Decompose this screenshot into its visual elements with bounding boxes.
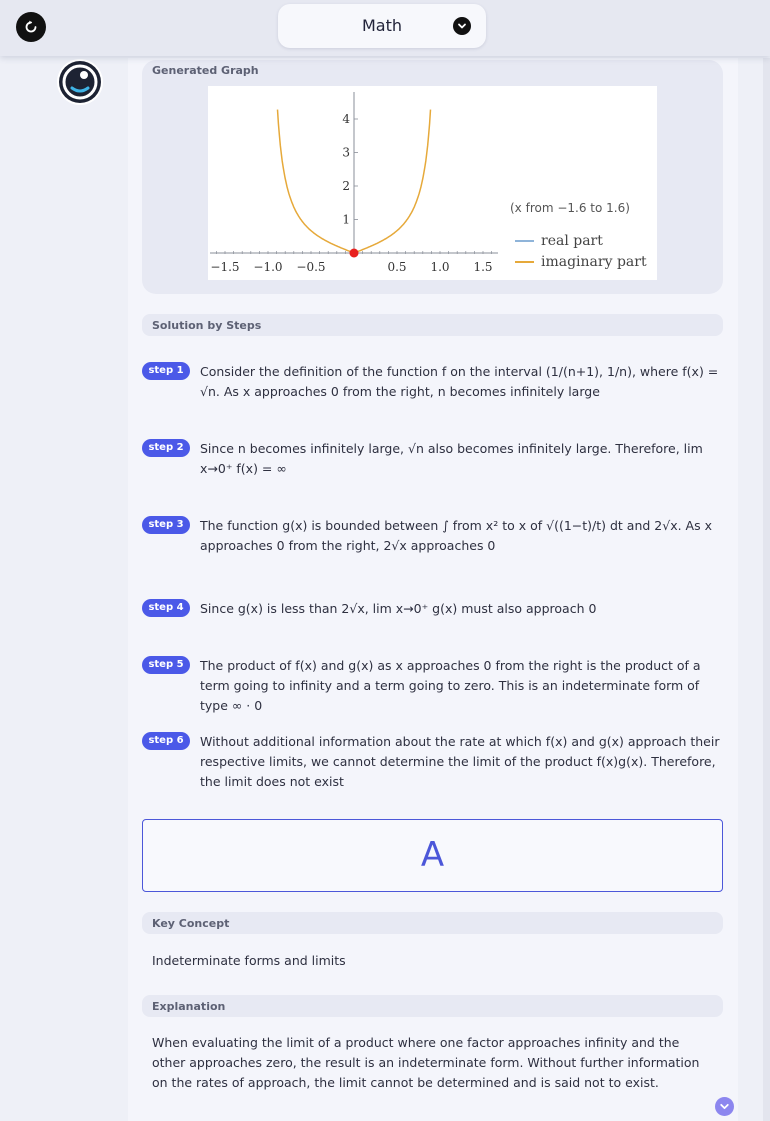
answer-card <box>128 58 738 1121</box>
explanation-text: When evaluating the limit of a product where one factor approaches infinity and the other approaches zero, the result is an indeterminate form. Without further information on the rates of approach, the limit cannot be determined and is said not to exist. <box>152 1035 700 1090</box>
refresh-button[interactable] <box>16 12 46 42</box>
legend-label: imaginary part <box>541 254 647 270</box>
step-badge: step 4 <box>142 599 190 617</box>
y-tick-label: 3 <box>342 145 350 160</box>
step-badge: step 2 <box>142 439 190 457</box>
explanation-header <box>142 995 723 1017</box>
step-badge: step 5 <box>142 656 190 674</box>
assistant-logo-icon <box>56 58 104 106</box>
graph-panel <box>142 60 723 294</box>
refresh-icon <box>23 19 39 35</box>
graph-label: Generated Graph <box>152 64 259 77</box>
graph-image <box>208 86 657 280</box>
legend-label: real part <box>541 233 603 249</box>
answer-box <box>142 819 723 892</box>
step-text: The product of f(x) and g(x) as x approaches 0 from the right is the product of a term going to infinity and a term going to zero. This is an indeterminate form of type ∞ · 0 <box>200 658 701 713</box>
y-tick-label: 4 <box>342 112 350 126</box>
subject-selector[interactable] <box>278 4 486 48</box>
step-badge: step 6 <box>142 732 190 750</box>
step-badge: step 3 <box>142 516 190 534</box>
y-tick-label: 2 <box>342 179 350 193</box>
x-tick-label: 1.0 <box>430 260 450 274</box>
x-tick-label: −1.0 <box>253 260 283 274</box>
assistant-avatar <box>56 58 104 106</box>
step-text: Since n becomes infinitely large, √n also becomes infinitely large. Therefore, lim x→0⁺ f(x) = ∞ <box>200 441 703 476</box>
x-tick-label: −1.5 <box>210 260 240 274</box>
scroll-down-button[interactable] <box>715 1097 734 1116</box>
chevron-down-icon <box>719 1101 730 1112</box>
explanation-label: Explanation <box>152 1000 226 1013</box>
answer-choice: A <box>420 835 445 875</box>
chevron-down-icon <box>457 21 467 31</box>
solution-header <box>142 314 723 336</box>
range-annotation: (x from −1.6 to 1.6) <box>510 201 630 215</box>
key-concept-header <box>142 912 723 934</box>
x-tick-label: 1.5 <box>473 260 493 274</box>
step-text: Consider the definition of the function f on the interval (1/(n+1), 1/n), where f(x) = √n. As x approaches 0 from the right, n becomes infinitely large <box>200 364 719 399</box>
subject-label: Math <box>361 16 403 35</box>
key-concept-text: Indeterminate forms and limits <box>152 953 346 968</box>
dropdown-button[interactable] <box>453 17 471 35</box>
x-tick-label: −0.5 <box>296 260 326 274</box>
x-tick-label: 0.5 <box>387 260 407 274</box>
scrollbar[interactable] <box>763 58 770 1121</box>
step-badge: step 1 <box>142 362 190 380</box>
y-tick-label: 1 <box>342 212 350 227</box>
plot-svg <box>208 86 657 280</box>
solution-label: Solution by Steps <box>152 319 262 332</box>
step-text: The function g(x) is bounded between ∫ from x² to x of √((1−t)/t) dt and 2√x. As x approaches 0 from the right, 2√x approaches 0 <box>200 518 712 553</box>
top-bar <box>0 0 770 56</box>
origin-point <box>350 249 359 258</box>
step-text: Since g(x) is less than 2√x, lim x→0⁺ g(x) must also approach 0 <box>200 601 597 616</box>
key-concept-label: Key Concept <box>152 917 230 930</box>
step-text: Without additional information about the rate at which f(x) and g(x) approach their respective limits, we cannot determine the limit of the product f(x)g(x). Therefore, the limit does not exist <box>200 734 720 789</box>
